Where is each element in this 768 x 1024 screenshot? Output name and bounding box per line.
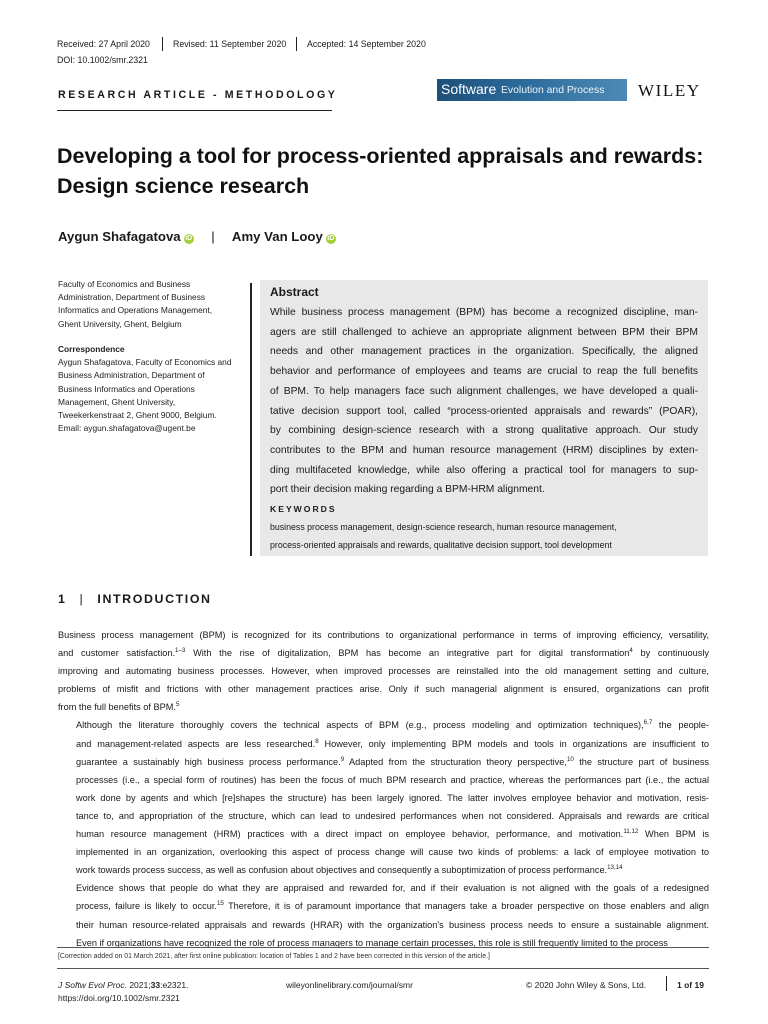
- body-line: [58, 716, 709, 734]
- abstract-sidebar-rule: [250, 283, 252, 556]
- correspondence-line: Business Informatics and Operations: [58, 383, 195, 394]
- body-line: [58, 825, 709, 843]
- author-separator: |: [211, 229, 215, 244]
- body-line: [58, 789, 709, 807]
- body-text-run: Evidence shows that people do what they are appraised and rewarded for, and if their evaluation is not aligned with the goals of a redesigned: [76, 883, 709, 894]
- body-text: [58, 626, 709, 952]
- header-divider: [296, 37, 297, 51]
- body-text-run: process, failure is likely to occur.: [76, 901, 217, 912]
- keywords-line: process-oriented appraisals and rewards, qualitative decision support, tool development: [270, 540, 612, 550]
- body-line: [58, 644, 709, 662]
- article-type: RESEARCH ARTICLE - METHODOLOGY: [58, 89, 338, 101]
- author-list: [58, 229, 336, 244]
- page-number: 1 of 19: [677, 980, 704, 990]
- citation-ref[interactable]: 4: [629, 647, 633, 655]
- abstract-box: [260, 280, 708, 556]
- footer-rule: [57, 968, 709, 969]
- citation-ref[interactable]: 15: [216, 900, 224, 908]
- accepted-date: Accepted: 14 September 2020: [307, 39, 426, 49]
- abstract-line: behavior and performance of employees and teams are crucial to reap the full benefits: [270, 366, 698, 378]
- citation-ref[interactable]: 9: [340, 755, 345, 763]
- citation-ref[interactable]: 1–3: [175, 647, 186, 655]
- citation-ref[interactable]: 6,7: [643, 719, 653, 727]
- affiliation: [58, 278, 248, 331]
- journal-abbrev: J Softw Evol Proc.: [58, 980, 127, 990]
- abstract-line: While business process management (BPM) has become a recognized discipline, man-: [270, 307, 698, 318]
- doi-link[interactable]: https://doi.org/10.1002/smr.2321: [58, 993, 180, 1003]
- body-line: [58, 807, 709, 825]
- body-text-run: implemented in an organization, overlooking this aspect of process change will cause two kinds of problems: a lack of employee motivation to: [76, 847, 709, 858]
- abstract-line: port their decision making regarding a BPM-HRM alignment.: [270, 484, 545, 496]
- paragraph: [58, 879, 709, 951]
- revised-date: Revised: 11 September 2020: [173, 39, 287, 49]
- correspondence: [58, 343, 248, 435]
- body-text-run: human resource management (HRM) practices with a direct impact on employee behavior, performance, and motivation.: [76, 829, 624, 840]
- body-text-run: problems of misfit and frictions with other management practices arise. Only if such managerial alignment is ensured, organizations can profit: [58, 684, 709, 695]
- body-line: [58, 934, 709, 952]
- citation-ref[interactable]: 10: [566, 755, 574, 763]
- abstract-line: agers are still challenged to achieve an appropriate alignment between BPM their BPM: [270, 326, 698, 338]
- publisher-logo[interactable]: WILEY: [638, 81, 701, 100]
- body-line: [58, 698, 709, 716]
- abstract-line: ding multifaceted knowledge, while also offering a practical tool for managers to sup-: [270, 464, 698, 476]
- body-line: [58, 771, 709, 789]
- body-line: [58, 843, 709, 861]
- received-date: Received: 27 April 2020: [57, 39, 150, 49]
- body-line: [58, 916, 709, 934]
- body-text-run: work towards process success, as well as confusion about objectives and consequently a suboptimization of process performance.: [76, 865, 608, 876]
- body-text-run: work done by agents and which [re]shapes the structure) has been largely ignored. The latter involves employee behavior and motivation, resis-: [76, 792, 709, 803]
- body-line: [58, 879, 709, 897]
- body-text-run: guarantee a sustainably high business process performance.: [76, 756, 341, 767]
- correspondence-line: Management, Ghent University,: [58, 396, 176, 407]
- body-line: [58, 662, 709, 680]
- journal-logo[interactable]: [437, 79, 627, 101]
- header-divider: [162, 37, 163, 51]
- abstract-line: by combining design-science research with a strong qualitative approach. Our study: [270, 425, 698, 437]
- correspondence-label: Correspondence: [58, 344, 125, 354]
- section-number: 1: [58, 592, 67, 606]
- body-text-run: Even if organizations have recognized the role of process managers to manage certain processes, this role is still frequently limited to the process: [76, 937, 668, 948]
- body-line: [58, 735, 709, 753]
- body-text-run: tance to, and appropriation of the structure, which can lead to undesired performances when not considered. Appraisals and rewards are critical: [76, 810, 709, 821]
- journal-citation: [58, 980, 188, 990]
- article-title: [57, 141, 737, 201]
- title-line: Design science research: [57, 174, 310, 198]
- footnote-rule: [57, 947, 709, 948]
- abstract-line: tative decision support tool, called “process-oriented appraisals and rewards” (POAR),: [270, 405, 698, 417]
- affiliation-line: Informatics and Operations Management,: [58, 305, 213, 316]
- body-line: [58, 897, 709, 915]
- journal-volume: 33: [150, 980, 161, 990]
- affiliation-line: Faculty of Economics and Business: [58, 279, 191, 289]
- affiliation-line: Administration, Department of Business: [58, 292, 206, 303]
- body-text-run: With the rise of digitalization, BPM has become an integrative part for digital transformation: [185, 648, 630, 659]
- section-heading: [58, 592, 212, 606]
- body-text-run: Adapted from the structuration theory perspective,: [344, 756, 567, 767]
- body-text-run: However, only implementing BPM models and tools in organizations are insufficient to: [318, 738, 709, 749]
- body-text-run: the structure part of business: [573, 756, 710, 767]
- body-text-run: by continuously: [632, 648, 709, 659]
- journal-year: 2021;: [126, 980, 151, 990]
- section-separator: |: [79, 592, 85, 606]
- citation-ref[interactable]: 5: [175, 701, 180, 709]
- citation-ref[interactable]: 11,12: [623, 828, 639, 836]
- correspondence-email[interactable]: Email: aygun.shafagatova@ugent.be: [58, 423, 196, 434]
- body-text-run: Therefore, it is of paramount importance that managers take a broader perspective on those enablers and align: [223, 901, 709, 912]
- title-line: Developing a tool for process-oriented appraisals and rewards:: [57, 144, 704, 168]
- body-line: [58, 626, 709, 644]
- keywords-text: [270, 518, 698, 554]
- body-text-run: the people-: [652, 720, 709, 731]
- keywords-label: KEYWORDS: [270, 504, 337, 514]
- body-text-run: improving and automating business processes. However, when improved processes are reinstalled into the old management setting and culture,: [58, 666, 709, 677]
- article-type-rule: [57, 110, 332, 111]
- body-line: [58, 680, 709, 698]
- journal-logo-software: Software: [441, 81, 497, 97]
- paragraph: [58, 716, 709, 879]
- body-text-run: Although the literature thoroughly covers the technical aspects of BPM (e.g., process modeling and optimization techniques),: [76, 720, 644, 731]
- body-text-run: When BPM is: [638, 829, 709, 840]
- body-text-run: from the full benefits of BPM.: [58, 702, 176, 713]
- correction-note: [Correction added on 01 March 2021, after first online publication: location of Tables 1 and 2 have been corrected in this version of the article.]: [58, 953, 490, 960]
- correspondence-line: Business Administration, Department of: [58, 370, 205, 381]
- body-line: [58, 861, 709, 879]
- orcid-icon[interactable]: iD: [327, 235, 335, 242]
- footer-divider: [666, 976, 667, 991]
- abstract-heading: Abstract: [270, 285, 319, 299]
- body-text-run: their human resource-related appraisals and rewards (HRAR) with the organization's business process needs to ensure a sustainable alignment.: [76, 919, 709, 930]
- body-text-run: and customer satisfaction.: [58, 648, 176, 659]
- doi-label: DOI: 10.1002/smr.2321: [57, 55, 148, 65]
- abstract-text: [270, 303, 698, 500]
- author-name[interactable]: Amy Van Looy: [231, 229, 323, 244]
- copyright: © 2020 John Wiley & Sons, Ltd.: [526, 980, 647, 990]
- section-title: INTRODUCTION: [97, 592, 212, 606]
- body-text-run: processes (i.e., a special form of routines) has been the focus of much BPM research and practice, whereas the performances part (i.e., the actual: [76, 774, 709, 785]
- body-text-run: and management-related aspects are less researched.: [76, 738, 316, 749]
- journal-website-link[interactable]: wileyonlinelibrary.com/journal/smr: [286, 980, 413, 990]
- abstract-line: contributes to the BPM and human resource management (HRM) disciplines by exten-: [270, 444, 698, 456]
- abstract-line: needs and other management practices in the organization. Specifically, the aligned: [270, 346, 698, 358]
- abstract-line: of BPM. To help managers face such alignment challenges, we have developed a quali-: [270, 385, 698, 397]
- correspondence-line: Aygun Shafagatova, Faculty of Economics and: [58, 357, 232, 368]
- journal-logo-subtitle: Evolution and Process: [501, 85, 605, 96]
- paragraph: [58, 626, 709, 716]
- body-text-run: Business process management (BPM) is recognized for its contributions to organizational performance in terms of improving efficiency, versatility,: [58, 630, 709, 640]
- journal-issue: :e2321.: [160, 980, 189, 990]
- affiliation-line: Ghent University, Ghent, Belgium: [58, 318, 182, 329]
- citation-ref[interactable]: 13,14: [607, 864, 623, 872]
- correspondence-line: Tweekerkenstraat 2, Ghent 9000, Belgium.: [58, 410, 217, 421]
- citation-ref[interactable]: 8: [315, 737, 319, 745]
- author-name[interactable]: Aygun Shafagatova: [58, 229, 181, 244]
- body-line: [58, 753, 709, 771]
- keywords-line: business process management, design-science research, human resource management,: [270, 522, 617, 532]
- orcid-icon[interactable]: iD: [185, 235, 193, 242]
